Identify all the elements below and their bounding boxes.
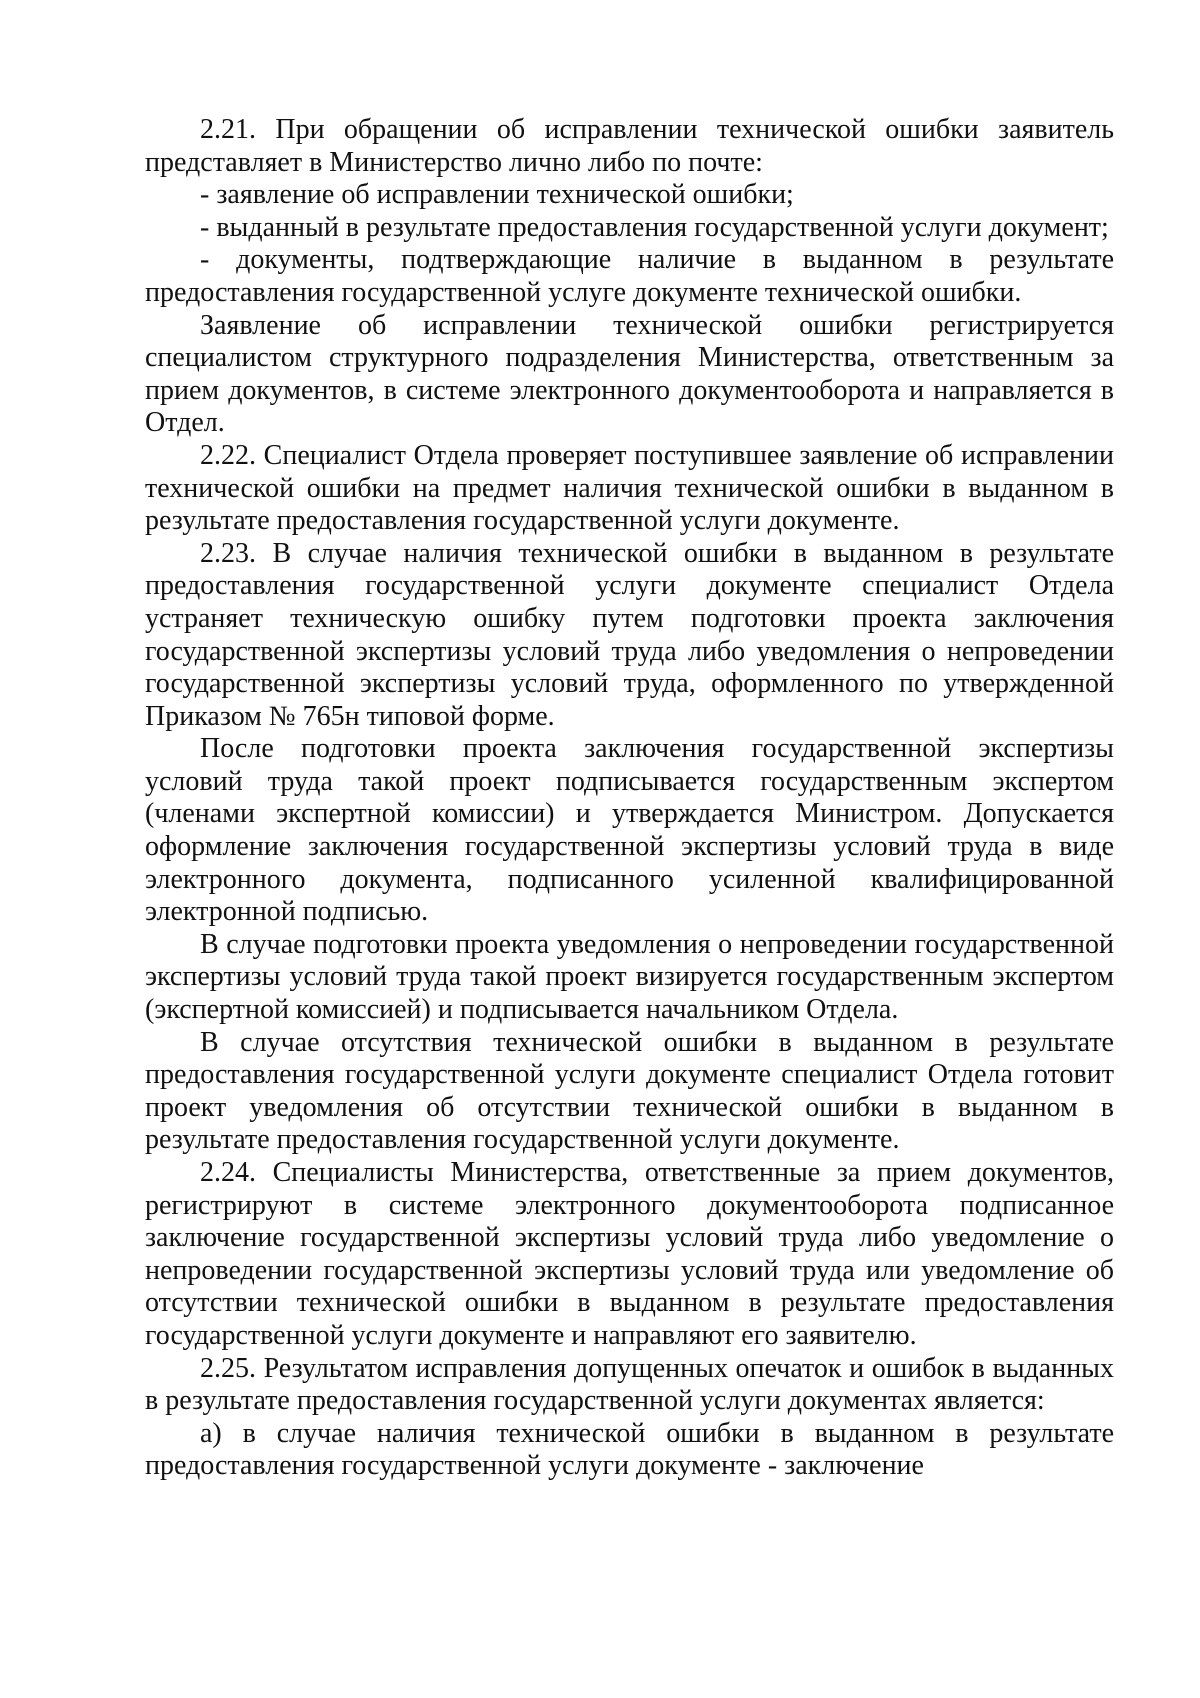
paragraph-no-error-case: В случае отсутствия технической ошибки в выданном в результате предоставления государственной услуги документе специалист Отдела готовит проект уведомления об отсутствии технической ошибки в выданном в результате предоставления государственной услуги документе. [145, 1026, 1114, 1156]
paragraph-2-24: 2.24. Специалисты Министерства, ответственные за прием документов, регистрируют в системе электронного документооборота подписанное заключение государственной экспертизы условий труда либо уведомление о непроведении государственной экспертизы условий труда или уведомление об отсутствии технической ошибки в выданном в результате предоставления государственной услуги документе и направляют его заявителю. [145, 1157, 1114, 1351]
paragraph-2-25: 2.25. Результатом исправления допущенных опечаток и ошибок в выданных в результате предоставления государственной услуги документах является: [145, 1352, 1114, 1417]
paragraph-2-22: 2.22. Специалист Отдела проверяет поступившее заявление об исправлении технической ошибки на предмет наличия технической ошибки в выданном в результате предоставления государственной услуги документе. [145, 439, 1114, 537]
list-item-application: - заявление об исправлении технической ошибки; [200, 179, 794, 211]
list-item-confirming-documents: - документы, подтверждающие наличие в выданном в результате предоставления государственной услуге документе технической ошибки. [145, 244, 1114, 308]
paragraph-registration: Заявление об исправлении технической ошибки регистрируется специалистом структурного подразделения Министерства, ответственным за прием документов, в системе электронного документооборота и направляется в Отдел. [145, 309, 1114, 439]
paragraph-2-23: 2.23. В случае наличия технической ошибки в выданном в результате предоставления государственной услуги документе специалист Отдела устраняет техническую ошибку путем подготовки проекта заключения государственной экспертизы условий труда либо уведомления о непроведении государственной экспертизы условий труда, оформленного по утвержденной Приказом № 765н типовой форме. [145, 537, 1114, 732]
paragraph-2-21: 2.21. При обращении об исправлении технической ошибки заявитель представляет в Министерство лично либо по почте: [145, 114, 1114, 178]
paragraph-after-preparation: После подготовки проекта заключения государственной экспертизы условий труда такой проект подписывается государственным экспертом (членами экспертной комиссии) и утверждается Министром. Допускается оформление заключения государственной экспертизы условий труда в виде электронного документа, подписанного усиленной квалифицированной электронной подписью. [145, 733, 1114, 928]
list-item-issued-document: - выданный в результате предоставления государственной услуги документ; [200, 211, 1109, 243]
paragraph-notification-case: В случае подготовки проекта уведомления о непроведении государственной экспертизы условий труда такой проект визируется государственным экспертом (экспертной комиссией) и подписывается начальником Отдела. [145, 928, 1114, 1026]
document-body [145, 114, 1114, 1483]
paragraph-item-a: а) в случае наличия технической ошибки в выданном в результате предоставления государственной услуги документе - заключение [145, 1417, 1114, 1482]
